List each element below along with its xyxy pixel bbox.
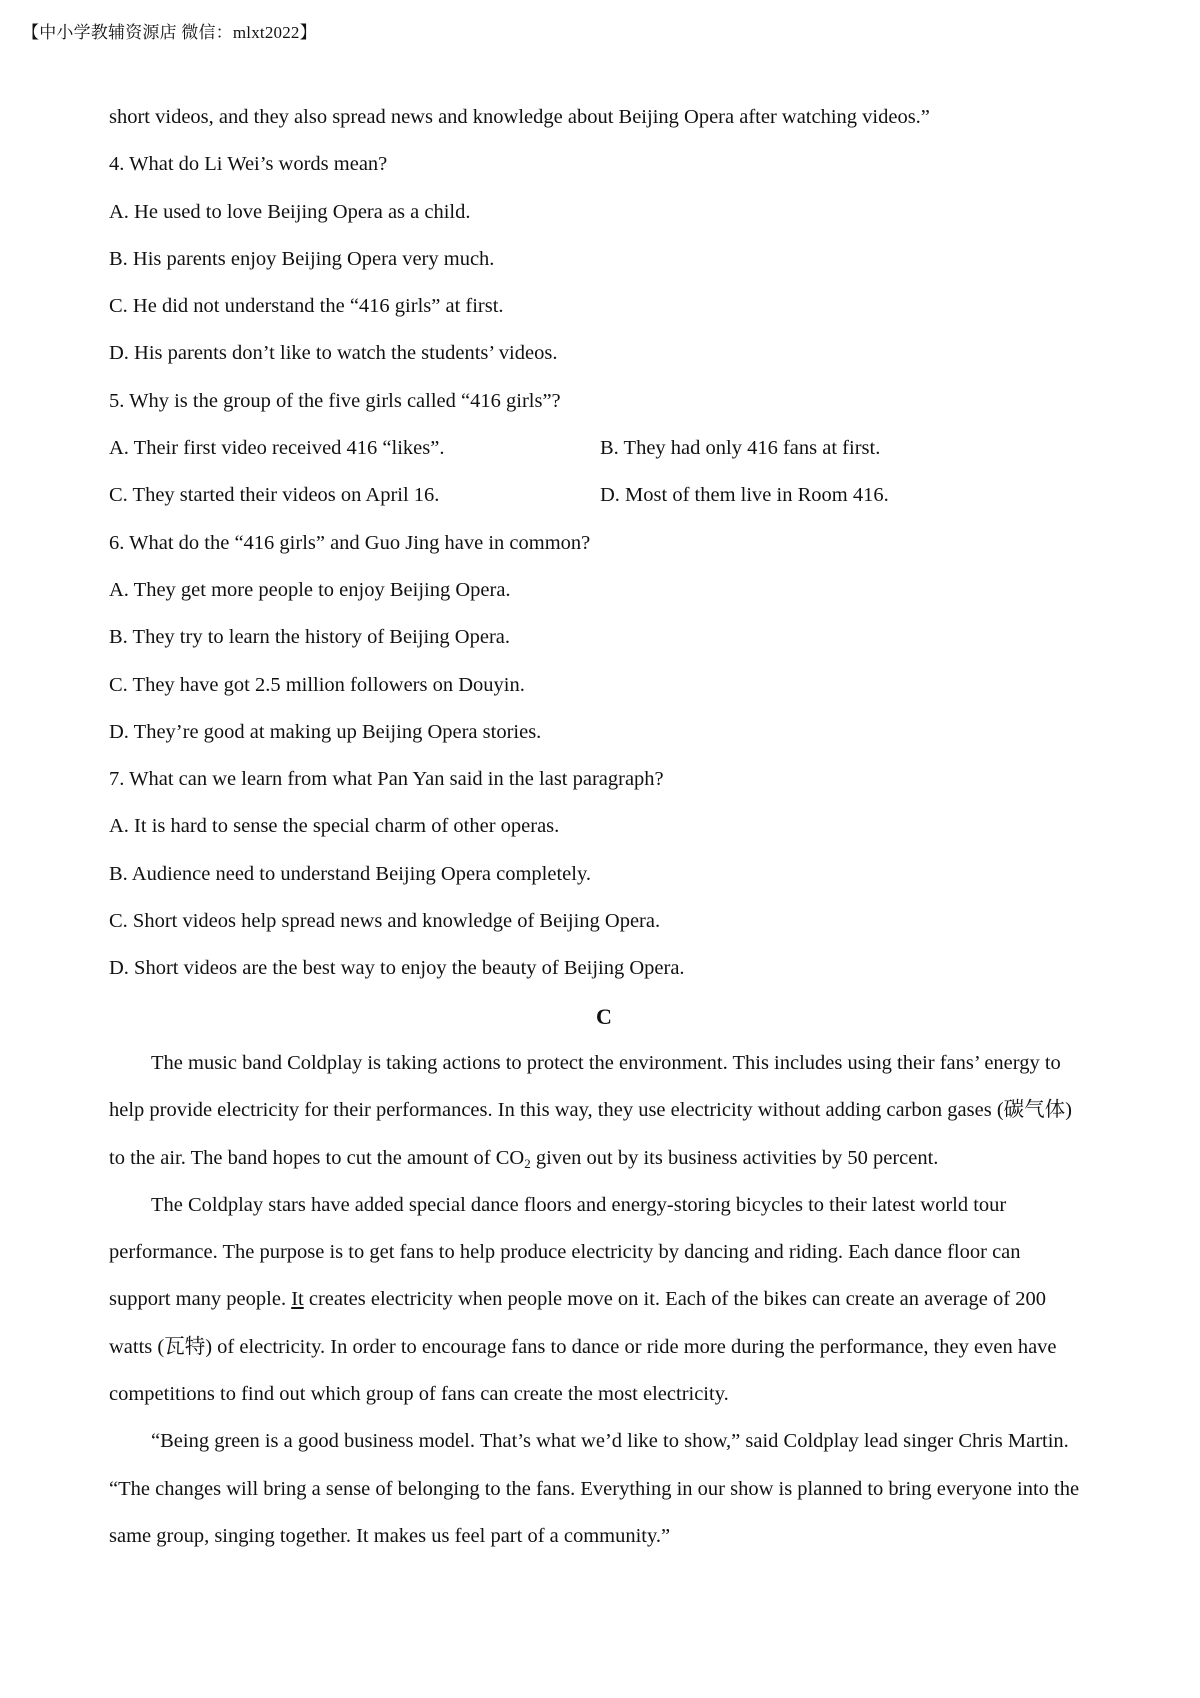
question-7-option-a: A. It is hard to sense the special charm of other operas. <box>109 815 560 838</box>
question-6-option-c: C. They have got 2.5 million followers on Douyin. <box>109 673 525 696</box>
paragraph-2-line-2: performance. The purpose is to get fans to help produce electricity by dancing and riding. Each dance floor can <box>109 1241 1021 1264</box>
paragraph-2-line-5: competitions to find out which group of fans can create the most electricity. <box>109 1383 729 1406</box>
paragraph-2-line-4: watts (瓦特) of electricity. In order to encourage fans to dance or ride more during the performance, they even have <box>109 1335 1057 1358</box>
question-4-option-d: D. His parents don’t like to watch the students’ videos. <box>109 342 558 365</box>
question-7-option-d: D. Short videos are the best way to enjoy the beauty of Beijing Opera. <box>109 957 685 980</box>
question-6-option-d: D. They’re good at making up Beijing Opera stories. <box>109 720 542 743</box>
page-header: 【中小学教辅资源店 微信：mlxt2022】 <box>22 23 317 42</box>
section-c-paragraph-2 <box>109 1182 1099 1418</box>
question-6-stem: 6. What do the “416 girls” and Guo Jing have in common? <box>109 531 591 554</box>
paragraph-1-line-2: help provide electricity for their performances. In this way, they use electricity without adding carbon gases (碳气体) <box>109 1099 1072 1122</box>
underlined-it: It <box>291 1288 304 1311</box>
paragraph-2-line-3-text: support many people. <box>109 1288 292 1311</box>
section-c-paragraph-1 <box>109 1040 1099 1182</box>
question-5-option-c: C. They started their videos on April 16. <box>109 484 440 507</box>
question-5-row-1 <box>109 425 1099 472</box>
question-5-option-a: A. Their first video received 416 “likes”. <box>109 437 445 460</box>
section-c-title: C <box>596 1003 612 1029</box>
question-5-row-2 <box>109 472 1099 519</box>
paragraph-2-line-3-rest: creates electricity when people move on it. Each of the bikes can create an average of 200 <box>303 1288 1046 1311</box>
question-7-stem: 7. What can we learn from what Pan Yan said in the last paragraph? <box>109 768 664 791</box>
question-7-option-b: B. Audience need to understand Beijing Opera completely. <box>109 862 591 885</box>
paragraph-3-line-3: same group, singing together. It makes us feel part of a community.” <box>109 1524 671 1547</box>
document-body <box>109 94 1099 1560</box>
question-4-option-a: A. He used to love Beijing Opera as a child. <box>109 200 471 223</box>
question-5-option-d: D. Most of them live in Room 416. <box>600 484 889 507</box>
question-5-option-b: B. They had only 416 fans at first. <box>600 437 881 460</box>
paragraph-1-line-1: The music band Coldplay is taking actions to protect the environment. This includes using their fans’ energy to <box>151 1051 1061 1074</box>
question-4-stem: 4. What do Li Wei’s words mean? <box>109 153 388 176</box>
paragraph-2-line-3 <box>109 1276 1099 1323</box>
paragraph-1-line-3 <box>109 1135 1099 1182</box>
paragraph-3-line-1: “Being green is a good business model. That’s what we’d like to show,” said Coldplay lead singer Chris Martin. <box>151 1430 1069 1453</box>
paragraph-1-line-3-text: to the air. The band hopes to cut the amount of CO <box>109 1146 525 1169</box>
question-5-stem: 5. Why is the group of the five girls called “416 girls”? <box>109 389 561 412</box>
co2-subscript: 2 <box>524 1155 531 1171</box>
question-7-option-c: C. Short videos help spread news and knowledge of Beijing Opera. <box>109 910 661 933</box>
question-4-option-b: B. His parents enjoy Beijing Opera very much. <box>109 247 495 270</box>
section-c-paragraph-3 <box>109 1418 1099 1560</box>
question-6-option-b: B. They try to learn the history of Beijing Opera. <box>109 626 510 649</box>
intro-line: short videos, and they also spread news and knowledge about Beijing Opera after watching videos.” <box>109 106 930 128</box>
question-6-option-a: A. They get more people to enjoy Beijing Opera. <box>109 578 511 601</box>
paragraph-3-line-2: “The changes will bring a sense of belonging to the fans. Everything in our show is planned to bring everyone into the <box>109 1477 1080 1500</box>
paragraph-1-line-3-rest: given out by its business activities by 50 percent. <box>530 1146 939 1169</box>
paragraph-2-line-1: The Coldplay stars have added special dance floors and energy-storing bicycles to their latest world tour <box>151 1193 1007 1216</box>
question-4-option-c: C. He did not understand the “416 girls” at first. <box>109 295 504 318</box>
